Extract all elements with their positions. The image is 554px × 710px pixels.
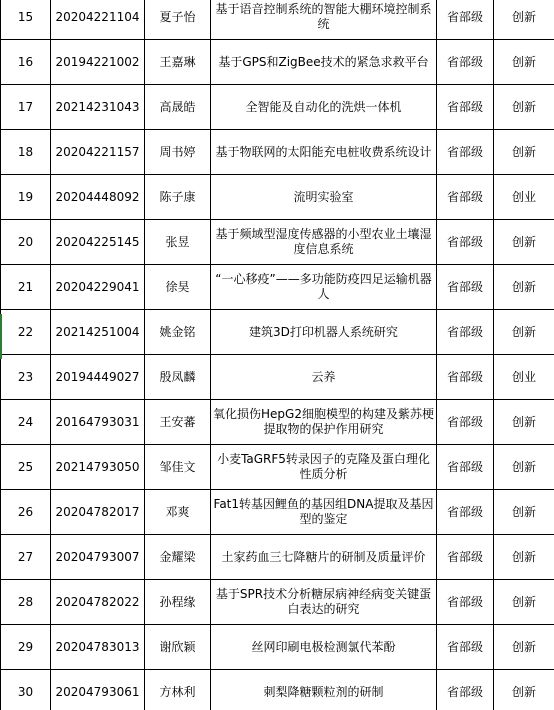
project-level-cell[interactable]: 省部级 bbox=[437, 0, 494, 40]
project-level-cell[interactable]: 省部级 bbox=[437, 490, 494, 535]
row-selection-marker bbox=[0, 314, 2, 359]
project-level-cell[interactable]: 省部级 bbox=[437, 355, 494, 400]
project-level-cell[interactable]: 省部级 bbox=[437, 310, 494, 355]
table-row[interactable] bbox=[1, 445, 554, 490]
row-number-cell[interactable]: 15 bbox=[1, 0, 51, 40]
project-level-cell[interactable]: 省部级 bbox=[437, 175, 494, 220]
student-id-cell[interactable]: 20204793061 bbox=[51, 670, 145, 710]
row-number-cell[interactable]: 28 bbox=[1, 580, 51, 625]
student-name-cell[interactable]: 孙程缘 bbox=[145, 580, 211, 625]
row-number-cell[interactable]: 22 bbox=[1, 310, 51, 355]
project-type-cell[interactable]: 创新 bbox=[494, 670, 554, 710]
project-title-cell[interactable]: Fat1转基因鲤鱼的基因组DNA提取及基因型的鉴定 bbox=[211, 490, 437, 535]
project-title-cell[interactable]: 小麦TaGRF5转录因子的克隆及蛋白理化性质分析 bbox=[211, 445, 437, 490]
student-name-cell[interactable]: 王安蕃 bbox=[145, 400, 211, 445]
project-title-cell[interactable]: 刺梨降糖颗粒剂的研制 bbox=[211, 670, 437, 710]
project-title-cell[interactable]: 云养 bbox=[211, 355, 437, 400]
project-title-cell[interactable]: 基于频域型湿度传感器的小型农业土壤湿度信息系统 bbox=[211, 220, 437, 265]
student-id-cell[interactable]: 20164793031 bbox=[51, 400, 145, 445]
student-name-cell[interactable]: 方林利 bbox=[145, 670, 211, 710]
student-id-cell[interactable]: 20204783013 bbox=[51, 625, 145, 670]
project-type-cell[interactable]: 创新 bbox=[494, 490, 554, 535]
project-type-cell[interactable]: 创新 bbox=[494, 445, 554, 490]
table-row[interactable] bbox=[1, 535, 554, 580]
table-row[interactable] bbox=[1, 220, 554, 265]
project-type-cell[interactable]: 创业 bbox=[494, 355, 554, 400]
project-level-cell[interactable]: 省部级 bbox=[437, 535, 494, 580]
project-title-cell[interactable]: “一心移疫”——多功能防疫四足运输机器人 bbox=[211, 265, 437, 310]
project-title-cell[interactable]: 流明实验室 bbox=[211, 175, 437, 220]
student-id-cell[interactable]: 20204221104 bbox=[51, 0, 145, 40]
student-id-cell[interactable]: 20204782017 bbox=[51, 490, 145, 535]
project-type-cell[interactable]: 创新 bbox=[494, 625, 554, 670]
project-level-cell[interactable]: 省部级 bbox=[437, 130, 494, 175]
project-level-cell[interactable]: 省部级 bbox=[437, 40, 494, 85]
table-row[interactable] bbox=[1, 85, 554, 130]
table-row[interactable] bbox=[1, 265, 554, 310]
table-row[interactable] bbox=[1, 625, 554, 670]
table-row[interactable] bbox=[1, 580, 554, 625]
project-title-cell[interactable]: 丝网印刷电极检测氯代苯酚 bbox=[211, 625, 437, 670]
project-level-cell[interactable]: 省部级 bbox=[437, 580, 494, 625]
project-title-cell[interactable]: 建筑3D打印机器人系统研究 bbox=[211, 310, 437, 355]
project-type-cell[interactable]: 创新 bbox=[494, 40, 554, 85]
project-type-cell[interactable]: 创新 bbox=[494, 580, 554, 625]
project-title-cell[interactable]: 土家药血三七降糖片的研制及质量评价 bbox=[211, 535, 437, 580]
table-row[interactable] bbox=[1, 355, 554, 400]
student-id-cell[interactable]: 20204221157 bbox=[51, 130, 145, 175]
row-number-cell[interactable]: 16 bbox=[1, 40, 51, 85]
student-name-cell[interactable]: 陈子康 bbox=[145, 175, 211, 220]
row-number-cell[interactable]: 24 bbox=[1, 400, 51, 445]
student-name-cell[interactable]: 金耀梁 bbox=[145, 535, 211, 580]
project-level-cell[interactable]: 省部级 bbox=[437, 445, 494, 490]
table-row[interactable] bbox=[1, 310, 554, 355]
project-type-cell[interactable]: 创新 bbox=[494, 310, 554, 355]
project-type-cell[interactable]: 创新 bbox=[494, 0, 554, 40]
student-name-cell[interactable]: 姚金铭 bbox=[145, 310, 211, 355]
project-type-cell[interactable]: 创业 bbox=[494, 175, 554, 220]
student-id-cell[interactable]: 20204225145 bbox=[51, 220, 145, 265]
student-name-cell[interactable]: 王嘉琳 bbox=[145, 40, 211, 85]
project-title-cell[interactable]: 基于物联网的太阳能充电桩收费系统设计 bbox=[211, 130, 437, 175]
row-number-cell[interactable]: 17 bbox=[1, 85, 51, 130]
student-name-cell[interactable]: 谢欣颖 bbox=[145, 625, 211, 670]
student-id-cell[interactable]: 20204448092 bbox=[51, 175, 145, 220]
project-title-cell[interactable]: 氧化损伤HepG2细胞模型的构建及紫苏梗提取物的保护作用研究 bbox=[211, 400, 437, 445]
student-name-cell[interactable]: 夏子怡 bbox=[145, 0, 211, 40]
row-number-cell[interactable]: 30 bbox=[1, 670, 51, 710]
student-id-cell[interactable]: 20214231043 bbox=[51, 85, 145, 130]
row-number-cell[interactable]: 19 bbox=[1, 175, 51, 220]
project-type-cell[interactable]: 创新 bbox=[494, 535, 554, 580]
student-name-cell[interactable]: 徐昊 bbox=[145, 265, 211, 310]
student-name-cell[interactable]: 邹佳文 bbox=[145, 445, 211, 490]
row-number-cell[interactable]: 20 bbox=[1, 220, 51, 265]
student-id-cell[interactable]: 20204782022 bbox=[51, 580, 145, 625]
student-name-cell[interactable]: 高晟皓 bbox=[145, 85, 211, 130]
project-type-cell[interactable]: 创新 bbox=[494, 85, 554, 130]
student-id-cell[interactable]: 20204793007 bbox=[51, 535, 145, 580]
student-id-cell[interactable]: 20194221002 bbox=[51, 40, 145, 85]
student-id-cell[interactable]: 20214793050 bbox=[51, 445, 145, 490]
project-type-cell[interactable]: 创新 bbox=[494, 220, 554, 265]
table-row[interactable] bbox=[1, 400, 554, 445]
table-row[interactable] bbox=[1, 130, 554, 175]
student-name-cell[interactable]: 殷凤麟 bbox=[145, 355, 211, 400]
project-type-cell[interactable]: 创新 bbox=[494, 400, 554, 445]
row-number-cell[interactable]: 18 bbox=[1, 130, 51, 175]
student-id-cell[interactable]: 20194449027 bbox=[51, 355, 145, 400]
table-row[interactable] bbox=[1, 175, 554, 220]
project-level-cell[interactable]: 省部级 bbox=[437, 400, 494, 445]
project-title-cell[interactable]: 基于语音控制系统的智能大棚环境控制系统 bbox=[211, 0, 437, 40]
table-row[interactable] bbox=[1, 0, 554, 40]
table-row[interactable] bbox=[1, 40, 554, 85]
project-title-cell[interactable]: 基于GPS和ZigBee技术的紧急求救平台 bbox=[211, 40, 437, 85]
project-level-cell[interactable]: 省部级 bbox=[437, 625, 494, 670]
project-level-cell[interactable]: 省部级 bbox=[437, 670, 494, 710]
row-number-cell[interactable]: 25 bbox=[1, 445, 51, 490]
row-number-cell[interactable]: 29 bbox=[1, 625, 51, 670]
table-row[interactable] bbox=[1, 490, 554, 535]
project-level-cell[interactable]: 省部级 bbox=[437, 220, 494, 265]
row-number-cell[interactable]: 27 bbox=[1, 535, 51, 580]
table-row[interactable] bbox=[1, 670, 554, 710]
project-type-cell[interactable]: 创新 bbox=[494, 130, 554, 175]
row-number-cell[interactable]: 21 bbox=[1, 265, 51, 310]
student-name-cell[interactable]: 邓爽 bbox=[145, 490, 211, 535]
project-level-cell[interactable]: 省部级 bbox=[437, 265, 494, 310]
project-type-cell[interactable]: 创新 bbox=[494, 265, 554, 310]
row-number-cell[interactable]: 26 bbox=[1, 490, 51, 535]
project-title-cell[interactable]: 基于SPR技术分析糖尿病神经病变关键蛋白表达的研究 bbox=[211, 580, 437, 625]
student-name-cell[interactable]: 周书婷 bbox=[145, 130, 211, 175]
row-number-cell[interactable]: 23 bbox=[1, 355, 51, 400]
student-name-cell[interactable]: 张昱 bbox=[145, 220, 211, 265]
student-id-cell[interactable]: 20204229041 bbox=[51, 265, 145, 310]
project-title-cell[interactable]: 全智能及自动化的洗烘一体机 bbox=[211, 85, 437, 130]
student-id-cell[interactable]: 20214251004 bbox=[51, 310, 145, 355]
project-level-cell[interactable]: 省部级 bbox=[437, 85, 494, 130]
